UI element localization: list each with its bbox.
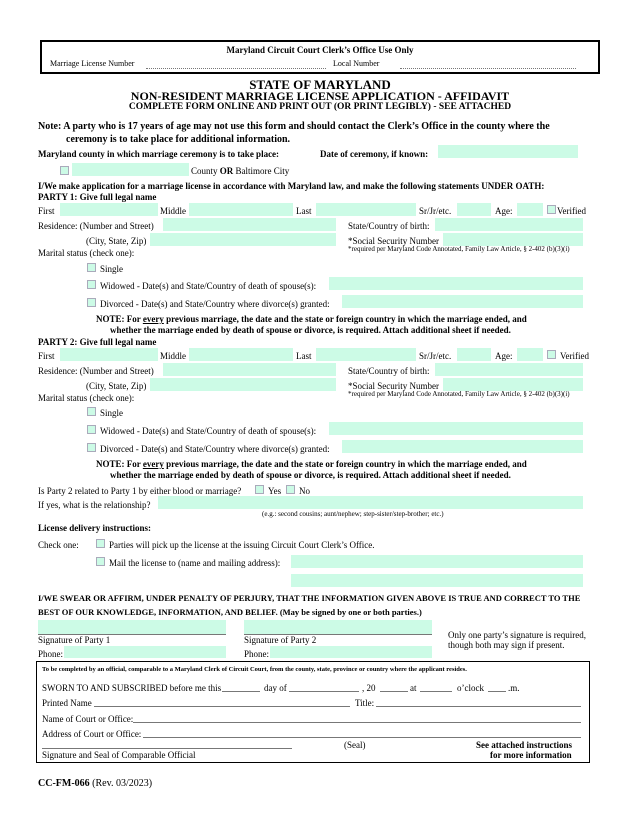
- date-field[interactable]: [438, 145, 578, 158]
- county-select[interactable]: [60, 166, 69, 175]
- relationship-field[interactable]: [158, 496, 583, 509]
- p2-last-label: Last: [296, 351, 312, 361]
- p1-age-label: Age:: [495, 206, 513, 216]
- related-yes-label: Yes: [268, 486, 282, 496]
- official-intro: To be completed by an official, comparable to a Maryland Clerk of Circuit Court, from the county, state, province or country where the applicant resides.: [42, 666, 467, 673]
- p1-ssn-label: *Social Security Number: [348, 236, 439, 246]
- seal-label: (Seal): [344, 740, 366, 750]
- party1-heading: PARTY 1: Give full legal name: [38, 192, 157, 202]
- p2-widowed-checkbox[interactable]: [87, 425, 96, 434]
- p1-middle-label: Middle: [160, 206, 186, 216]
- p2-residence-field[interactable]: [163, 363, 336, 376]
- p1-divorced-label: Divorced - Date(s) and State/Country where divorce(s) granted:: [100, 299, 330, 309]
- license-number-label: Marriage License Number: [50, 59, 135, 68]
- party2-phone-field[interactable]: [270, 646, 432, 658]
- official-title-label: Title:: [355, 698, 375, 708]
- oclock-text: o’clock: [457, 683, 484, 693]
- note-top-line1: Note: A party who is 17 years of age may not use this form and should contact the Clerk’s Office in the county where the: [38, 121, 550, 132]
- m-text: .m.: [508, 683, 520, 693]
- sworn-text: SWORN TO AND SUBSCRIBED before me this: [42, 683, 222, 693]
- mail-label: Mail the license to (name and mailing address):: [109, 558, 281, 568]
- p1-city-label: (City, State, Zip): [86, 236, 147, 246]
- p2-verified-checkbox[interactable]: [547, 350, 556, 359]
- official-title-field[interactable]: [376, 706, 581, 707]
- p2-age-label: Age:: [495, 351, 513, 361]
- p2-single-checkbox[interactable]: [87, 407, 96, 416]
- p1-middle-field[interactable]: [189, 203, 293, 216]
- relationship-question: If yes, what is the relationship?: [38, 500, 151, 510]
- county-label: Maryland county in which marriage ceremony is to take place:: [38, 149, 280, 159]
- p1-suffix-field[interactable]: [457, 203, 491, 216]
- form-subtitle: COMPLETE FORM ONLINE AND PRINT OUT (OR PRINT LEGIBLY) - SEE ATTACHED: [128, 102, 512, 112]
- sworn-time-field[interactable]: [420, 691, 452, 692]
- party2-phone-label: Phone:: [244, 649, 270, 659]
- p2-residence-label: Residence: (Number and Street): [38, 366, 154, 376]
- license-number-field[interactable]: [146, 68, 326, 69]
- related-no-checkbox[interactable]: [286, 485, 295, 494]
- p1-divorced-checkbox[interactable]: [87, 298, 96, 307]
- p2-widowed-label: Widowed - Date(s) and State/Country of death of spouse(s):: [100, 426, 317, 436]
- p2-suffix-label: Sr/Jr/etc.: [419, 351, 452, 361]
- p1-verified-label: Verified: [557, 206, 586, 216]
- date-label: Date of ceremony, if known:: [320, 149, 429, 159]
- signature-note-line2: though both may sign if present.: [448, 640, 565, 650]
- p2-city-label: (City, State, Zip): [86, 381, 147, 391]
- p1-ssn-note: *required per Maryland Code Annotated, Family Law Article, § 2-402 (b)(3)(i): [348, 245, 570, 253]
- p1-widowed-checkbox[interactable]: [87, 280, 96, 289]
- see-attached-line1: See attached instructions: [476, 740, 572, 750]
- p2-marital-label: Marital status (check one):: [38, 393, 135, 403]
- see-attached-line2: for more information: [490, 750, 572, 760]
- p1-residence-label: Residence: (Number and Street): [38, 221, 154, 231]
- party1-phone-field[interactable]: [64, 646, 226, 658]
- affirm-line2: BEST OF OUR KNOWLEDGE, INFORMATION, AND BELIEF. (May be signed by one or both parties.): [38, 607, 422, 617]
- p1-note-line1: NOTE: For every previous marriage, the date and the state or foreign country in which the marriage ended, and: [96, 314, 527, 324]
- court-address-field[interactable]: [143, 737, 581, 738]
- state-heading: STATE OF MARYLAND: [249, 77, 391, 92]
- court-name-field[interactable]: [133, 722, 581, 723]
- p2-divorced-checkbox[interactable]: [87, 443, 96, 452]
- p1-state-birth-field[interactable]: [435, 218, 583, 231]
- p2-verified-label: Verified: [560, 351, 589, 361]
- sworn-day-field[interactable]: [222, 691, 260, 692]
- local-number-label: Local Number: [333, 59, 380, 68]
- form-number: CC-FM-066 (Rev. 03/2023): [38, 778, 153, 789]
- party1-signature-field[interactable]: [38, 620, 226, 634]
- p2-last-field[interactable]: [316, 348, 416, 361]
- local-number-field[interactable]: [400, 68, 576, 69]
- party1-phone-label: Phone:: [38, 649, 64, 659]
- note-top-line2: ceremony is to take place for additional information.: [66, 134, 291, 145]
- p1-marital-label: Marital status (check one):: [38, 248, 135, 258]
- p1-single-label: Single: [100, 264, 124, 274]
- pickup-label: Parties will pick up the license at the issuing Circuit Court Clerk’s Office.: [109, 540, 375, 550]
- related-no-label: No: [299, 486, 310, 496]
- p1-widowed-field[interactable]: [329, 277, 583, 290]
- sworn-month-field[interactable]: [289, 691, 359, 692]
- party1-signature-label: Signature of Party 1: [38, 635, 111, 645]
- sworn-year-field[interactable]: [380, 691, 408, 692]
- p1-first-field[interactable]: [60, 203, 158, 216]
- p1-age-field[interactable]: [517, 203, 543, 216]
- p2-divorced-field[interactable]: [342, 440, 583, 453]
- p1-city-field[interactable]: [150, 233, 336, 246]
- p1-suffix-label: Sr/Jr/etc.: [419, 206, 452, 216]
- p2-middle-label: Middle: [160, 351, 186, 361]
- affirm-line1: I/WE SWEAR OR AFFIRM, UNDER PENALTY OF PERJURY, THAT THE INFORMATION GIVEN ABOVE IS TRUE AND CORRECT TO THE: [38, 593, 581, 603]
- p1-state-birth-label: State/Country of birth:: [348, 221, 430, 231]
- p2-state-birth-field[interactable]: [435, 363, 583, 376]
- p1-note-line2: whether the marriage ended by death of spouse or divorce, is required. Attach additional sheet if needed.: [110, 325, 511, 335]
- pickup-checkbox[interactable]: [96, 539, 105, 548]
- delivery-heading: License delivery instructions:: [38, 523, 151, 533]
- p2-state-birth-label: State/Country of birth:: [348, 366, 430, 376]
- official-signature-label: Signature and Seal of Comparable Official: [42, 750, 196, 760]
- delivery-check-one: Check one:: [38, 540, 79, 550]
- signature-note-line1: Only one party’s signature is required,: [448, 630, 586, 640]
- p1-divorced-field[interactable]: [342, 295, 583, 308]
- p2-divorced-label: Divorced - Date(s) and State/Country where divorce(s) granted:: [100, 444, 330, 454]
- p2-first-field[interactable]: [60, 348, 158, 361]
- p1-widowed-label: Widowed - Date(s) and State/Country of death of spouse(s):: [100, 281, 317, 291]
- sworn-ampm-field[interactable]: [488, 691, 506, 692]
- p2-widowed-field[interactable]: [329, 422, 583, 435]
- p1-single-checkbox[interactable]: [87, 263, 96, 272]
- related-yes-checkbox[interactable]: [255, 485, 264, 494]
- p1-last-field[interactable]: [316, 203, 416, 216]
- at-text: at: [410, 683, 417, 693]
- p2-city-field[interactable]: [150, 378, 336, 391]
- mail-address-field-2[interactable]: [291, 574, 583, 587]
- p2-suffix-field[interactable]: [457, 348, 491, 361]
- p1-verified-checkbox[interactable]: [547, 205, 556, 214]
- court-address-label: Address of Court or Office:: [42, 729, 142, 739]
- p1-residence-field[interactable]: [163, 218, 336, 231]
- p1-first-label: First: [38, 206, 55, 216]
- party2-signature-field[interactable]: [244, 620, 432, 634]
- p2-single-label: Single: [100, 408, 124, 418]
- county-option-text: County OR Baltimore City: [191, 166, 290, 176]
- p2-middle-field[interactable]: [189, 348, 293, 361]
- official-signature-field[interactable]: [42, 748, 292, 749]
- mail-checkbox[interactable]: [96, 557, 105, 566]
- p1-last-label: Last: [296, 206, 312, 216]
- printed-name-field[interactable]: [94, 706, 350, 707]
- party2-signature-label: Signature of Party 2: [244, 635, 317, 645]
- form-title: NON-RESIDENT MARRIAGE LICENSE APPLICATION - AFFIDAVIT: [130, 89, 510, 103]
- related-question: Is Party 2 related to Party 1 by either blood or marriage?: [38, 486, 242, 496]
- p2-note-line2: whether the marriage ended by death of spouse or divorce, is required. Attach additional sheet if needed.: [110, 470, 511, 480]
- clerk-box-title: Maryland Circuit Court Clerk’s Office Use Only: [226, 45, 414, 55]
- p2-ssn-label: *Social Security Number: [348, 381, 439, 391]
- day-of-text: day of: [264, 683, 287, 693]
- party2-heading: PARTY 2: Give full legal name: [38, 337, 157, 347]
- oath-statement: I/We make application for a marriage license in accordance with Maryland law, and make the following statements UNDER OATH:: [38, 181, 545, 191]
- p2-ssn-note: *required per Maryland Code Annotated, Family Law Article, § 2-402 (b)(3)(i): [348, 390, 570, 398]
- year-prefix-text: , 20: [362, 683, 376, 693]
- court-name-label: Name of Court or Office:: [42, 714, 134, 724]
- p2-note-line1: NOTE: For every previous marriage, the date and the state or foreign country in which the marriage ended, and: [96, 459, 527, 469]
- p2-first-label: First: [38, 351, 55, 361]
- mail-address-field-1[interactable]: [291, 555, 583, 568]
- county-field[interactable]: [72, 163, 189, 176]
- relationship-example: (e.g.: second cousins; aunt/nephew; step-sister/step-brother; etc.): [262, 510, 444, 518]
- p2-age-field[interactable]: [517, 348, 543, 361]
- printed-name-label: Printed Name: [42, 698, 92, 708]
